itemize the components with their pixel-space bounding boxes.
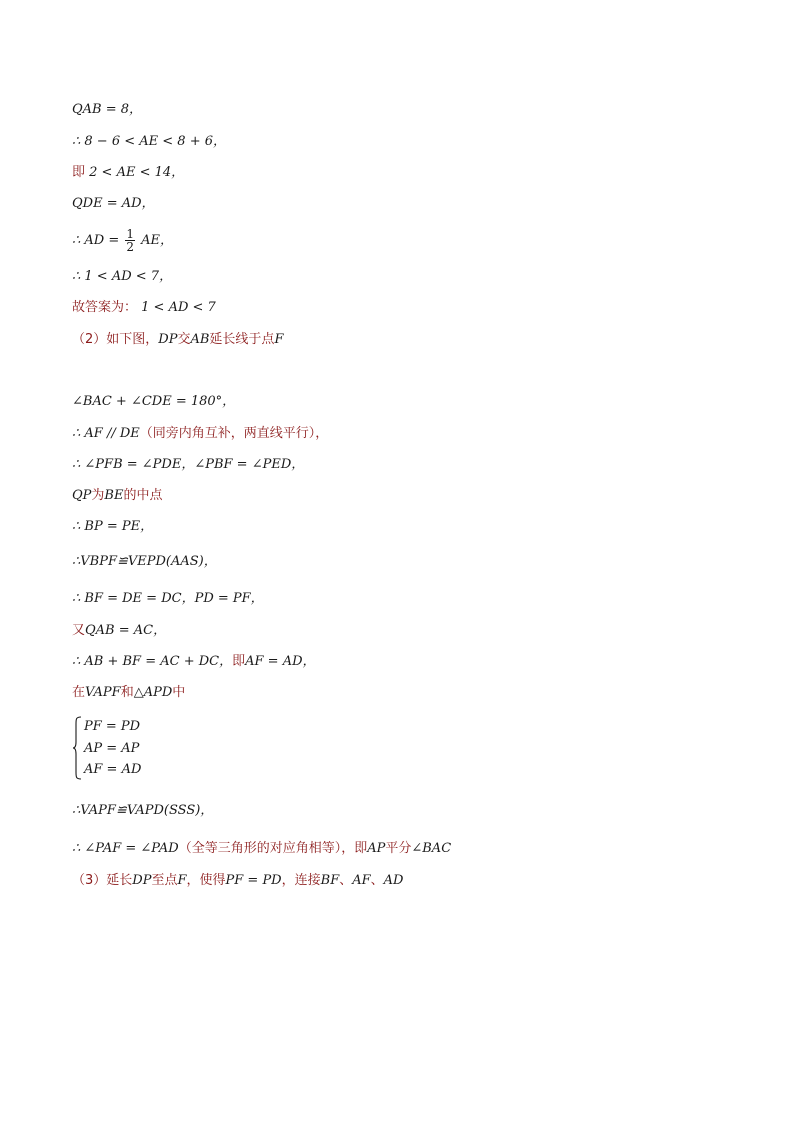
step-ab-equals-8: [72, 101, 142, 119]
chinese-text: 为: [91, 488, 105, 503]
step-ad-half-ae: [72, 228, 173, 253]
math-text: ∴ AD =: [72, 233, 120, 248]
math-text: ∴ BP = PE，: [72, 519, 154, 534]
math-text: △APD: [133, 685, 173, 700]
step-de-equals-ad: [72, 195, 155, 213]
system-equation-1: PF = PD: [84, 719, 141, 734]
math-text: ∴ ∠PAF = ∠PAD: [72, 841, 179, 856]
math-text: AF: [352, 873, 371, 888]
math-text: DP: [158, 332, 178, 347]
chinese-text: （全等三角形的对应角相等），即: [178, 841, 368, 856]
chinese-text: 即: [232, 654, 246, 669]
step-angle-sum: [72, 393, 235, 411]
math-text: QAB = 8，: [72, 102, 143, 117]
math-text: AP: [367, 841, 386, 856]
fraction-numerator: 1: [126, 227, 135, 241]
system-equation-3: AF = AD: [84, 762, 142, 777]
chinese-text: 和: [120, 685, 134, 700]
step-ap-bisects: [72, 840, 451, 858]
math-text: ∠BAC + ∠CDE = 180°，: [72, 394, 236, 409]
system-brace: [72, 716, 82, 780]
math-text: ∴ AF // DE: [72, 426, 140, 441]
math-text: 1 < AD < 7: [141, 300, 216, 315]
chinese-text: 即: [72, 165, 86, 180]
math-text: ∴ AB + BF = AC + DC，: [72, 654, 233, 669]
math-text: ∴ 8 − 6 < AE < 8 + 6，: [72, 134, 226, 149]
step-in-triangles: [72, 684, 185, 702]
step-equal-angles: [72, 456, 304, 474]
math-text: ∴ ∠PFB = ∠PDE，∠PBF = ∠PED，: [72, 457, 305, 472]
step-ad-range: [72, 268, 172, 286]
part-3-heading: [72, 872, 403, 890]
chinese-text: 交: [177, 332, 191, 347]
math-text: QAB = AC，: [85, 623, 167, 638]
chinese-text: 中: [172, 685, 186, 700]
fraction-one-half: [125, 228, 135, 253]
step-ae-range-simplified: [72, 164, 184, 182]
math-text: F: [274, 332, 284, 347]
chinese-text: 至点: [151, 873, 178, 888]
step-af-equals-ad: [72, 653, 316, 671]
step-bp-equals-pe: [72, 518, 153, 536]
chinese-text: 在: [72, 685, 86, 700]
chinese-text: 的中点: [123, 488, 163, 503]
chinese-text: 延长线于点: [209, 332, 275, 347]
fraction-denominator: 2: [126, 240, 135, 254]
chinese-text: ，使得: [186, 873, 226, 888]
math-text: AE，: [141, 233, 174, 248]
step-ae-range: [72, 133, 226, 151]
math-text: AF = AD，: [245, 654, 316, 669]
math-text: QP: [72, 488, 92, 503]
chinese-text: ，连接: [281, 873, 321, 888]
math-text: ∴ 1 < AD < 7，: [72, 269, 173, 284]
part-2-heading: [72, 331, 283, 349]
system-equation-2: AP = AP: [84, 741, 140, 756]
math-text: ∴VAPF≌VAPD(SSS)，: [72, 803, 214, 818]
step-congruent-sss: [72, 802, 213, 820]
step-ab-equals-ac: [72, 622, 166, 640]
math-text: AB: [190, 332, 210, 347]
math-text: ∠BAC: [411, 841, 452, 856]
math-text: F: [177, 873, 187, 888]
step-congruent-aas: [72, 553, 217, 571]
chinese-text: 故答案为：: [72, 300, 138, 315]
math-text: PF = PD: [225, 873, 282, 888]
math-text: AD: [383, 873, 404, 888]
answer-line: [72, 299, 216, 317]
math-text: BF: [320, 873, 340, 888]
math-text: BE: [104, 488, 124, 503]
chinese-text: （2）如下图，: [72, 332, 159, 347]
chinese-text: （3）延长: [72, 873, 133, 888]
chinese-text: 、: [339, 873, 353, 888]
chinese-text: 、: [370, 873, 384, 888]
step-bf-de-dc: [72, 590, 264, 608]
chinese-text: 又: [72, 623, 86, 638]
math-text: QDE = AD，: [72, 196, 155, 211]
math-text: VAPF: [85, 685, 121, 700]
chinese-text: 平分: [385, 841, 412, 856]
math-text: ∴ BF = DE = DC，PD = PF，: [72, 591, 264, 606]
math-text: ∴VBPF≌VEPD(AAS)，: [72, 554, 217, 569]
math-text: 2 < AE < 14，: [89, 165, 185, 180]
math-text: DP: [132, 873, 152, 888]
chinese-text: （同旁内角互补，两直线平行），: [139, 426, 329, 441]
step-p-midpoint: [72, 487, 162, 505]
step-af-parallel-de: [72, 425, 328, 443]
